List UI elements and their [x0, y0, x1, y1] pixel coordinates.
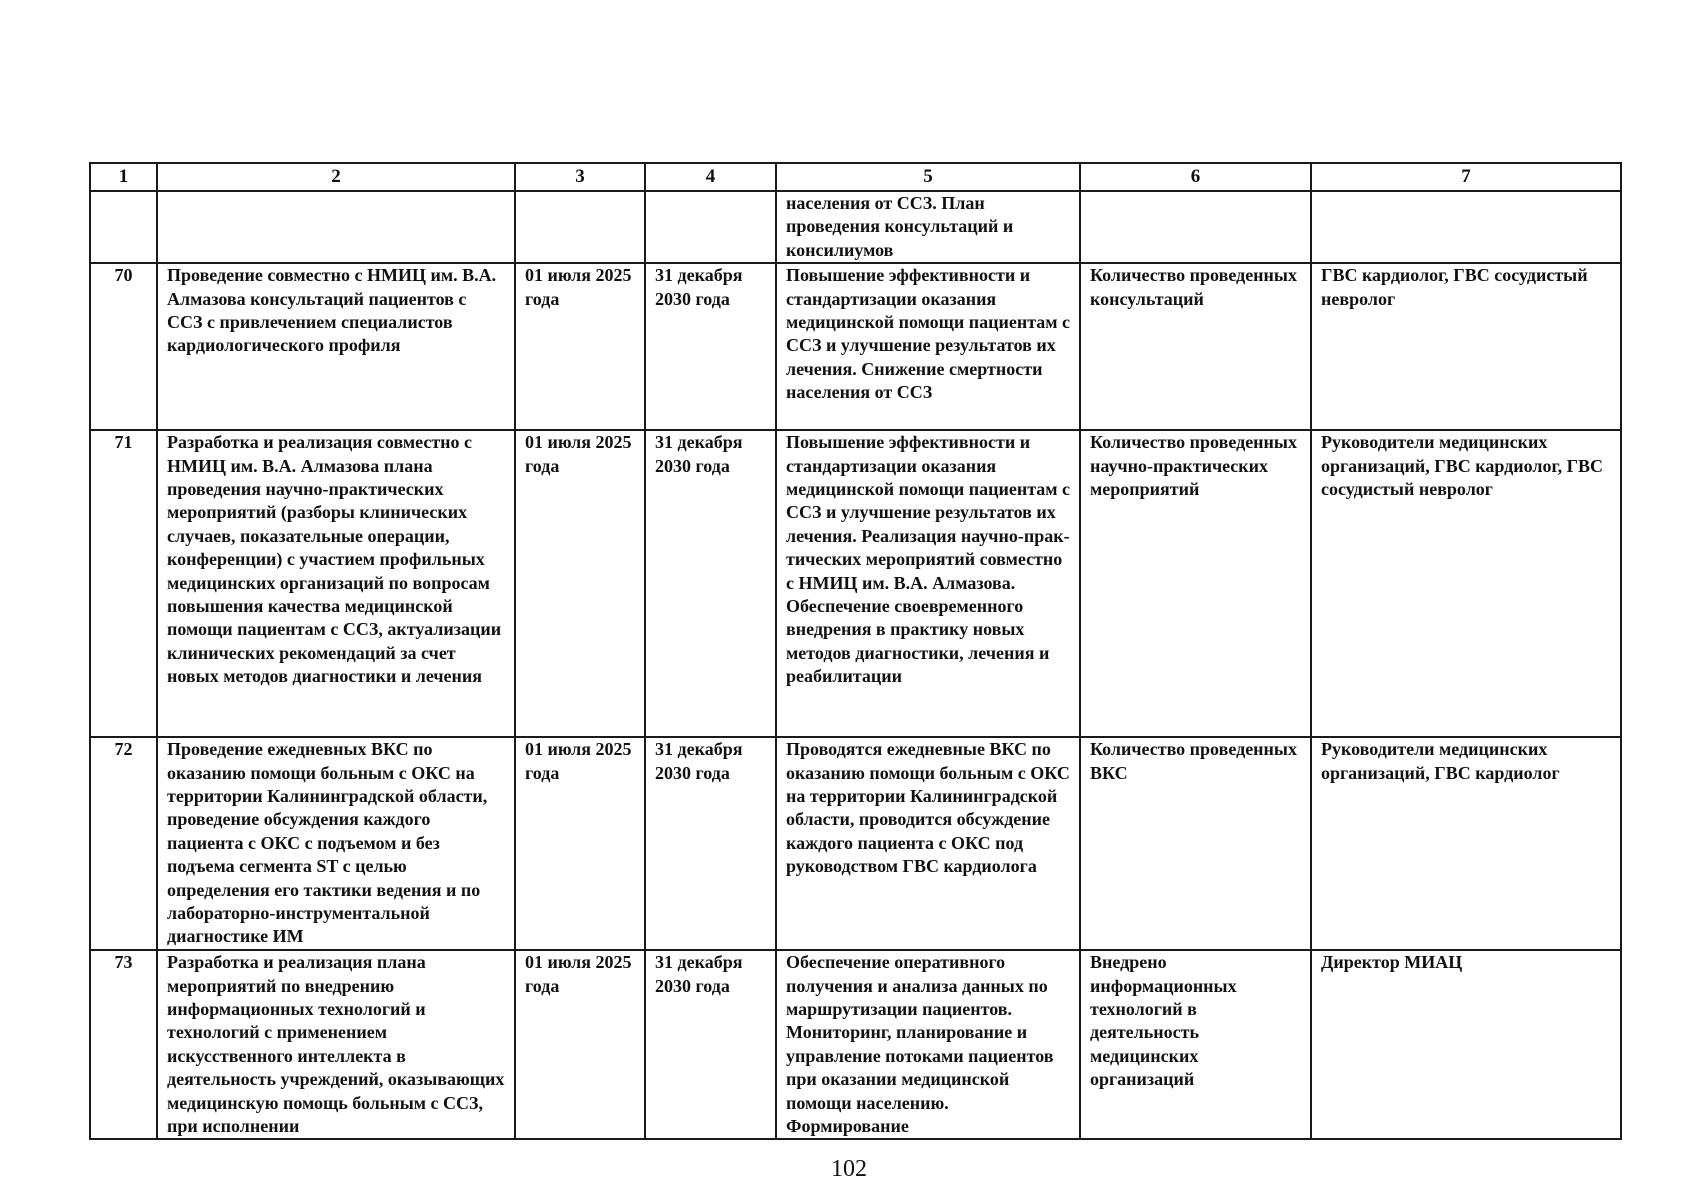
cell-end-date: 31 декабря 2030 года [645, 430, 776, 737]
cell-result: Проводятся ежедневные ВКС по оказанию помощи больным с ОКС на территории Калининградской области, проводится обсуждение каждого пациента с ОКС под руководством ГВС кардиолога [776, 737, 1080, 950]
cell-result: населения от ССЗ. План проведения консультаций и консилиумов [776, 191, 1080, 263]
cell-empty [157, 191, 515, 263]
table-row [90, 737, 1621, 950]
cell-empty [1311, 191, 1621, 263]
cell-number: 71 [90, 430, 157, 737]
cell-responsible: Руководители медицинских организаций, ГВС кардиолог, ГВС сосудистый невролог [1311, 430, 1621, 737]
cell-start-date: 01 июля 2025 года [515, 737, 645, 950]
column-number-row [90, 163, 1621, 191]
column-header: 5 [776, 163, 1080, 191]
column-header: 1 [90, 163, 157, 191]
cell-number: 72 [90, 737, 157, 950]
cell-responsible: Директор МИАЦ [1311, 950, 1621, 1139]
cell-start-date: 01 июля 2025 года [515, 950, 645, 1139]
cell-indicator: Внедрено информационных технологий в деятельность медицинских организаций [1080, 950, 1311, 1139]
cell-result: Повышение эффективности и стандартизации оказания медицинской помощи пациентам с ССЗ и улучшение результатов их лечения. Снижение смертности населения от ССЗ [776, 263, 1080, 430]
cell-empty [515, 191, 645, 263]
cell-responsible: Руководители медицинских организаций, ГВС кардиолог [1311, 737, 1621, 950]
cell-action: Проведение ежедневных ВКС по оказанию помощи больным с ОКС на территории Калининградской области, проведение обсуждения каждого пациента с ОКС с подъемом и без подъема сегмента ST с целью определения его тактики ведения и по лабораторно-инструментальной диагностике ИМ [157, 737, 515, 950]
table-row [90, 950, 1621, 1139]
cell-empty [645, 191, 776, 263]
cell-number: 70 [90, 263, 157, 430]
cell-empty [90, 191, 157, 263]
page-number: 102 [831, 1156, 867, 1182]
cell-end-date: 31 декабря 2030 года [645, 950, 776, 1139]
cell-indicator: Количество проведенных научно-практических мероприятий [1080, 430, 1311, 737]
column-header: 4 [645, 163, 776, 191]
column-header: 2 [157, 163, 515, 191]
continuation-row [90, 191, 1621, 263]
cell-result: Повышение эффективности и стандартизации оказания медицинской помощи пациентам с ССЗ и улучшение результатов их лечения. Реализация научно-практических мероприятий совместно с НМИЦ им. В.А. Алмазова. Обеспечение своевременного внедрения в практику новых методов диагностики, лечения и реабилитации [776, 430, 1080, 737]
cell-end-date: 31 декабря 2030 года [645, 737, 776, 950]
cell-end-date: 31 декабря 2030 года [645, 263, 776, 430]
column-header: 7 [1311, 163, 1621, 191]
cell-indicator: Количество проведенных консультаций [1080, 263, 1311, 430]
cell-action: Проведение совместно с НМИЦ им. В.А. Алмазова консультаций пациентов с ССЗ с привлечением специалистов кардиологического профиля [157, 263, 515, 430]
cell-start-date: 01 июля 2025 года [515, 430, 645, 737]
cell-action: Разработка и реализация совместно с НМИЦ им. В.А. Алмазова плана проведения научно-практических мероприятий (разборы клинических случаев, показательные операции, конференции) с участием профильных медицинских организаций по вопросам повышения качества медицинской помощи пациентам с ССЗ, актуализации клинических рекомендаций за счет новых методов диагностики и лечения [157, 430, 515, 737]
activities-table [89, 162, 1622, 1140]
cell-action: Разработка и реализация плана мероприятий по внедрению информационных технологий и технологий с применением искусственного интеллекта в деятельность учреждений, оказывающих медицинскую помощь больным с ССЗ, при исполнении [157, 950, 515, 1139]
cell-indicator: Количество проведенных ВКС [1080, 737, 1311, 950]
cell-result: Обеспечение оперативного получения и анализа данных по маршрутизации пациентов. Мониторинг, планирование и управление потоками пациентов при оказании медицинской помощи населению. Формирование [776, 950, 1080, 1139]
cell-start-date: 01 июля 2025 года [515, 263, 645, 430]
column-header: 6 [1080, 163, 1311, 191]
table-row [90, 263, 1621, 430]
cell-empty [1080, 191, 1311, 263]
cell-number: 73 [90, 950, 157, 1139]
cell-responsible: ГВС кардиолог, ГВС сосудистый невролог [1311, 263, 1621, 430]
table-row [90, 430, 1621, 737]
column-header: 3 [515, 163, 645, 191]
